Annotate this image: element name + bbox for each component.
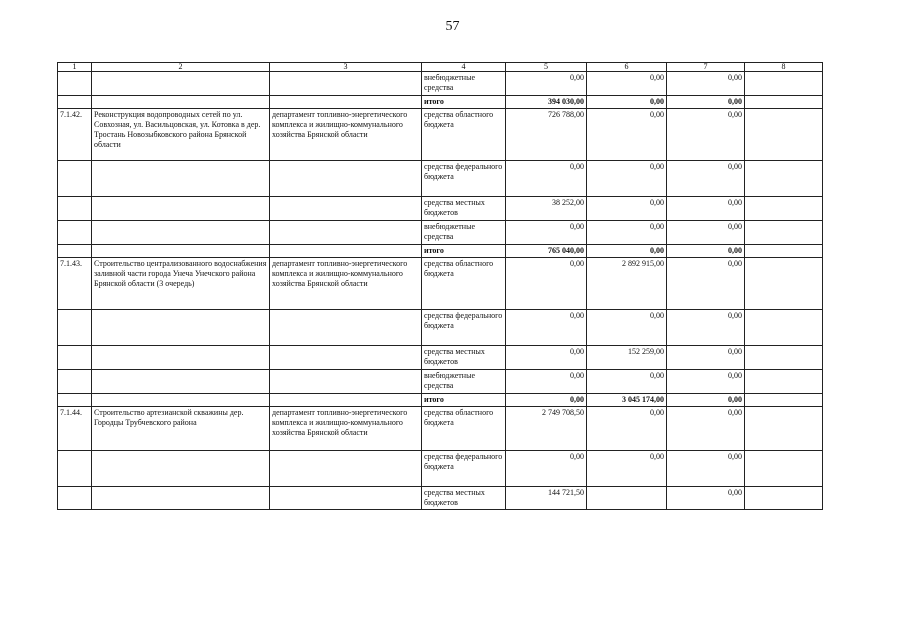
header-cell: 5 (506, 63, 587, 72)
cell-item-name (92, 487, 270, 510)
cell-amount-col6: 0,00 (587, 407, 667, 451)
table-row (58, 221, 823, 245)
cell-col8 (745, 221, 823, 245)
cell-amount-col6: 0,00 (587, 161, 667, 197)
header-cell: 6 (587, 63, 667, 72)
cell-amount-col6: 0,00 (587, 245, 667, 258)
cell-col8 (745, 310, 823, 346)
cell-item-number: 7.1.43. (58, 258, 92, 310)
cell-funding-source: средства федерального бюджета (422, 161, 506, 197)
table-row (58, 346, 823, 370)
cell-responsible-executor (270, 451, 422, 487)
header-cell: 7 (667, 63, 745, 72)
cell-amount-col5: 0,00 (506, 394, 587, 407)
cell-amount-col5: 0,00 (506, 370, 587, 394)
cell-col8 (745, 197, 823, 221)
cell-responsible-executor (270, 245, 422, 258)
cell-col8 (745, 258, 823, 310)
table-row (58, 451, 823, 487)
cell-amount-col7: 0,00 (667, 72, 745, 96)
cell-amount-col5: 0,00 (506, 221, 587, 245)
cell-item-number (58, 394, 92, 407)
cell-responsible-executor (270, 221, 422, 245)
cell-responsible-executor (270, 394, 422, 407)
cell-item-name (92, 451, 270, 487)
cell-amount-col5: 0,00 (506, 258, 587, 310)
page-number: 57 (445, 19, 460, 34)
cell-col8 (745, 407, 823, 451)
cell-col8 (745, 72, 823, 96)
cell-amount-col5: 765 040,00 (506, 245, 587, 258)
cell-funding-source: итого (422, 245, 506, 258)
cell-item-name (92, 96, 270, 109)
cell-funding-source: средства федерального бюджета (422, 451, 506, 487)
cell-amount-col7: 0,00 (667, 407, 745, 451)
cell-responsible-executor (270, 487, 422, 510)
cell-amount-col6: 0,00 (587, 221, 667, 245)
cell-col8 (745, 451, 823, 487)
cell-funding-source: средства областного бюджета (422, 109, 506, 161)
cell-amount-col6: 2 892 915,00 (587, 258, 667, 310)
cell-amount-col6 (587, 487, 667, 510)
cell-responsible-executor (270, 96, 422, 109)
cell-item-name: Строительство артезианской скважины дер. Городцы Трубчевского района (92, 407, 270, 451)
cell-item-name (92, 161, 270, 197)
table-row (58, 72, 823, 96)
table-row (58, 310, 823, 346)
cell-col8 (745, 370, 823, 394)
cell-item-number: 7.1.44. (58, 407, 92, 451)
cell-responsible-executor (270, 370, 422, 394)
cell-col8 (745, 161, 823, 197)
cell-responsible-executor (270, 310, 422, 346)
cell-col8 (745, 109, 823, 161)
cell-amount-col7: 0,00 (667, 245, 745, 258)
cell-funding-source: внебюджетные средства (422, 370, 506, 394)
cell-item-name (92, 221, 270, 245)
cell-item-number (58, 310, 92, 346)
cell-col8 (745, 487, 823, 510)
cell-item-name (92, 72, 270, 96)
cell-funding-source: средства местных бюджетов (422, 346, 506, 370)
budget-table (57, 62, 823, 510)
cell-amount-col6: 0,00 (587, 96, 667, 109)
table-row (58, 487, 823, 510)
table-row (58, 370, 823, 394)
cell-item-number (58, 346, 92, 370)
cell-amount-col7: 0,00 (667, 394, 745, 407)
cell-amount-col7: 0,00 (667, 221, 745, 245)
cell-responsible-executor (270, 72, 422, 96)
cell-item-number (58, 221, 92, 245)
cell-item-name: Реконструкция водопроводных сетей по ул. Совхозная, ул. Васильцовская, ул. Котовка в дер. Тростань Новозыбковского района Брянской области (92, 109, 270, 161)
cell-item-name: Строительство централизованного водоснабжения заливной части города Унеча Унечского района Брянской области (3 очередь) (92, 258, 270, 310)
cell-item-number (58, 72, 92, 96)
table-header (58, 63, 823, 72)
cell-funding-source: средства областного бюджета (422, 407, 506, 451)
cell-col8 (745, 394, 823, 407)
cell-item-number: 7.1.42. (58, 109, 92, 161)
cell-item-name (92, 394, 270, 407)
header-cell: 8 (745, 63, 823, 72)
cell-amount-col7: 0,00 (667, 487, 745, 510)
cell-amount-col5: 726 788,00 (506, 109, 587, 161)
cell-funding-source: средства местных бюджетов (422, 197, 506, 221)
cell-amount-col5: 2 749 708,50 (506, 407, 587, 451)
cell-amount-col5: 38 252,00 (506, 197, 587, 221)
cell-amount-col6: 3 045 174,00 (587, 394, 667, 407)
cell-col8 (745, 245, 823, 258)
cell-funding-source: итого (422, 394, 506, 407)
cell-amount-col5: 144 721,50 (506, 487, 587, 510)
cell-amount-col6: 0,00 (587, 451, 667, 487)
cell-funding-source: средства федерального бюджета (422, 310, 506, 346)
cell-item-name (92, 370, 270, 394)
cell-amount-col7: 0,00 (667, 258, 745, 310)
cell-amount-col6: 0,00 (587, 310, 667, 346)
cell-funding-source: внебюджетные средства (422, 221, 506, 245)
table-row (58, 245, 823, 258)
table-row (58, 109, 823, 161)
cell-funding-source: средства областного бюджета (422, 258, 506, 310)
table-row (58, 161, 823, 197)
header-cell: 1 (58, 63, 92, 72)
cell-item-name (92, 197, 270, 221)
cell-amount-col6: 152 259,00 (587, 346, 667, 370)
cell-amount-col5: 0,00 (506, 451, 587, 487)
cell-responsible-executor (270, 161, 422, 197)
table-row (58, 258, 823, 310)
table-row (58, 407, 823, 451)
cell-responsible-executor: департамент топливно-энергетического комплекса и жилищно-коммунального хозяйства Брянской области (270, 109, 422, 161)
cell-amount-col7: 0,00 (667, 96, 745, 109)
cell-col8 (745, 346, 823, 370)
cell-funding-source: итого (422, 96, 506, 109)
cell-amount-col5: 0,00 (506, 346, 587, 370)
cell-funding-source: средства местных бюджетов (422, 487, 506, 510)
cell-amount-col6: 0,00 (587, 370, 667, 394)
cell-amount-col5: 0,00 (506, 310, 587, 346)
cell-amount-col6: 0,00 (587, 197, 667, 221)
cell-amount-col6: 0,00 (587, 72, 667, 96)
cell-item-number (58, 370, 92, 394)
cell-amount-col5: 0,00 (506, 161, 587, 197)
cell-amount-col5: 394 030,00 (506, 96, 587, 109)
cell-amount-col7: 0,00 (667, 310, 745, 346)
table-body (58, 72, 823, 510)
cell-responsible-executor: департамент топливно-энергетического комплекса и жилищно-коммунального хозяйства Брянской области (270, 407, 422, 451)
header-cell: 2 (92, 63, 270, 72)
cell-amount-col7: 0,00 (667, 370, 745, 394)
cell-item-name (92, 245, 270, 258)
table-row (58, 96, 823, 109)
cell-amount-col5: 0,00 (506, 72, 587, 96)
cell-responsible-executor (270, 346, 422, 370)
cell-item-name (92, 310, 270, 346)
cell-funding-source: внебюджетные средства (422, 72, 506, 96)
cell-item-number (58, 197, 92, 221)
cell-responsible-executor: департамент топливно-энергетического комплекса и жилищно-коммунального хозяйства Брянской области (270, 258, 422, 310)
header-row (58, 63, 823, 72)
cell-item-number (58, 487, 92, 510)
cell-amount-col7: 0,00 (667, 109, 745, 161)
cell-col8 (745, 96, 823, 109)
header-cell: 3 (270, 63, 422, 72)
table-row (58, 197, 823, 221)
cell-item-name (92, 346, 270, 370)
cell-amount-col7: 0,00 (667, 451, 745, 487)
table-row (58, 394, 823, 407)
cell-amount-col7: 0,00 (667, 197, 745, 221)
cell-item-number (58, 451, 92, 487)
cell-item-number (58, 96, 92, 109)
cell-amount-col6: 0,00 (587, 109, 667, 161)
cell-responsible-executor (270, 197, 422, 221)
cell-item-number (58, 161, 92, 197)
header-cell: 4 (422, 63, 506, 72)
cell-amount-col7: 0,00 (667, 161, 745, 197)
cell-amount-col7: 0,00 (667, 346, 745, 370)
cell-item-number (58, 245, 92, 258)
